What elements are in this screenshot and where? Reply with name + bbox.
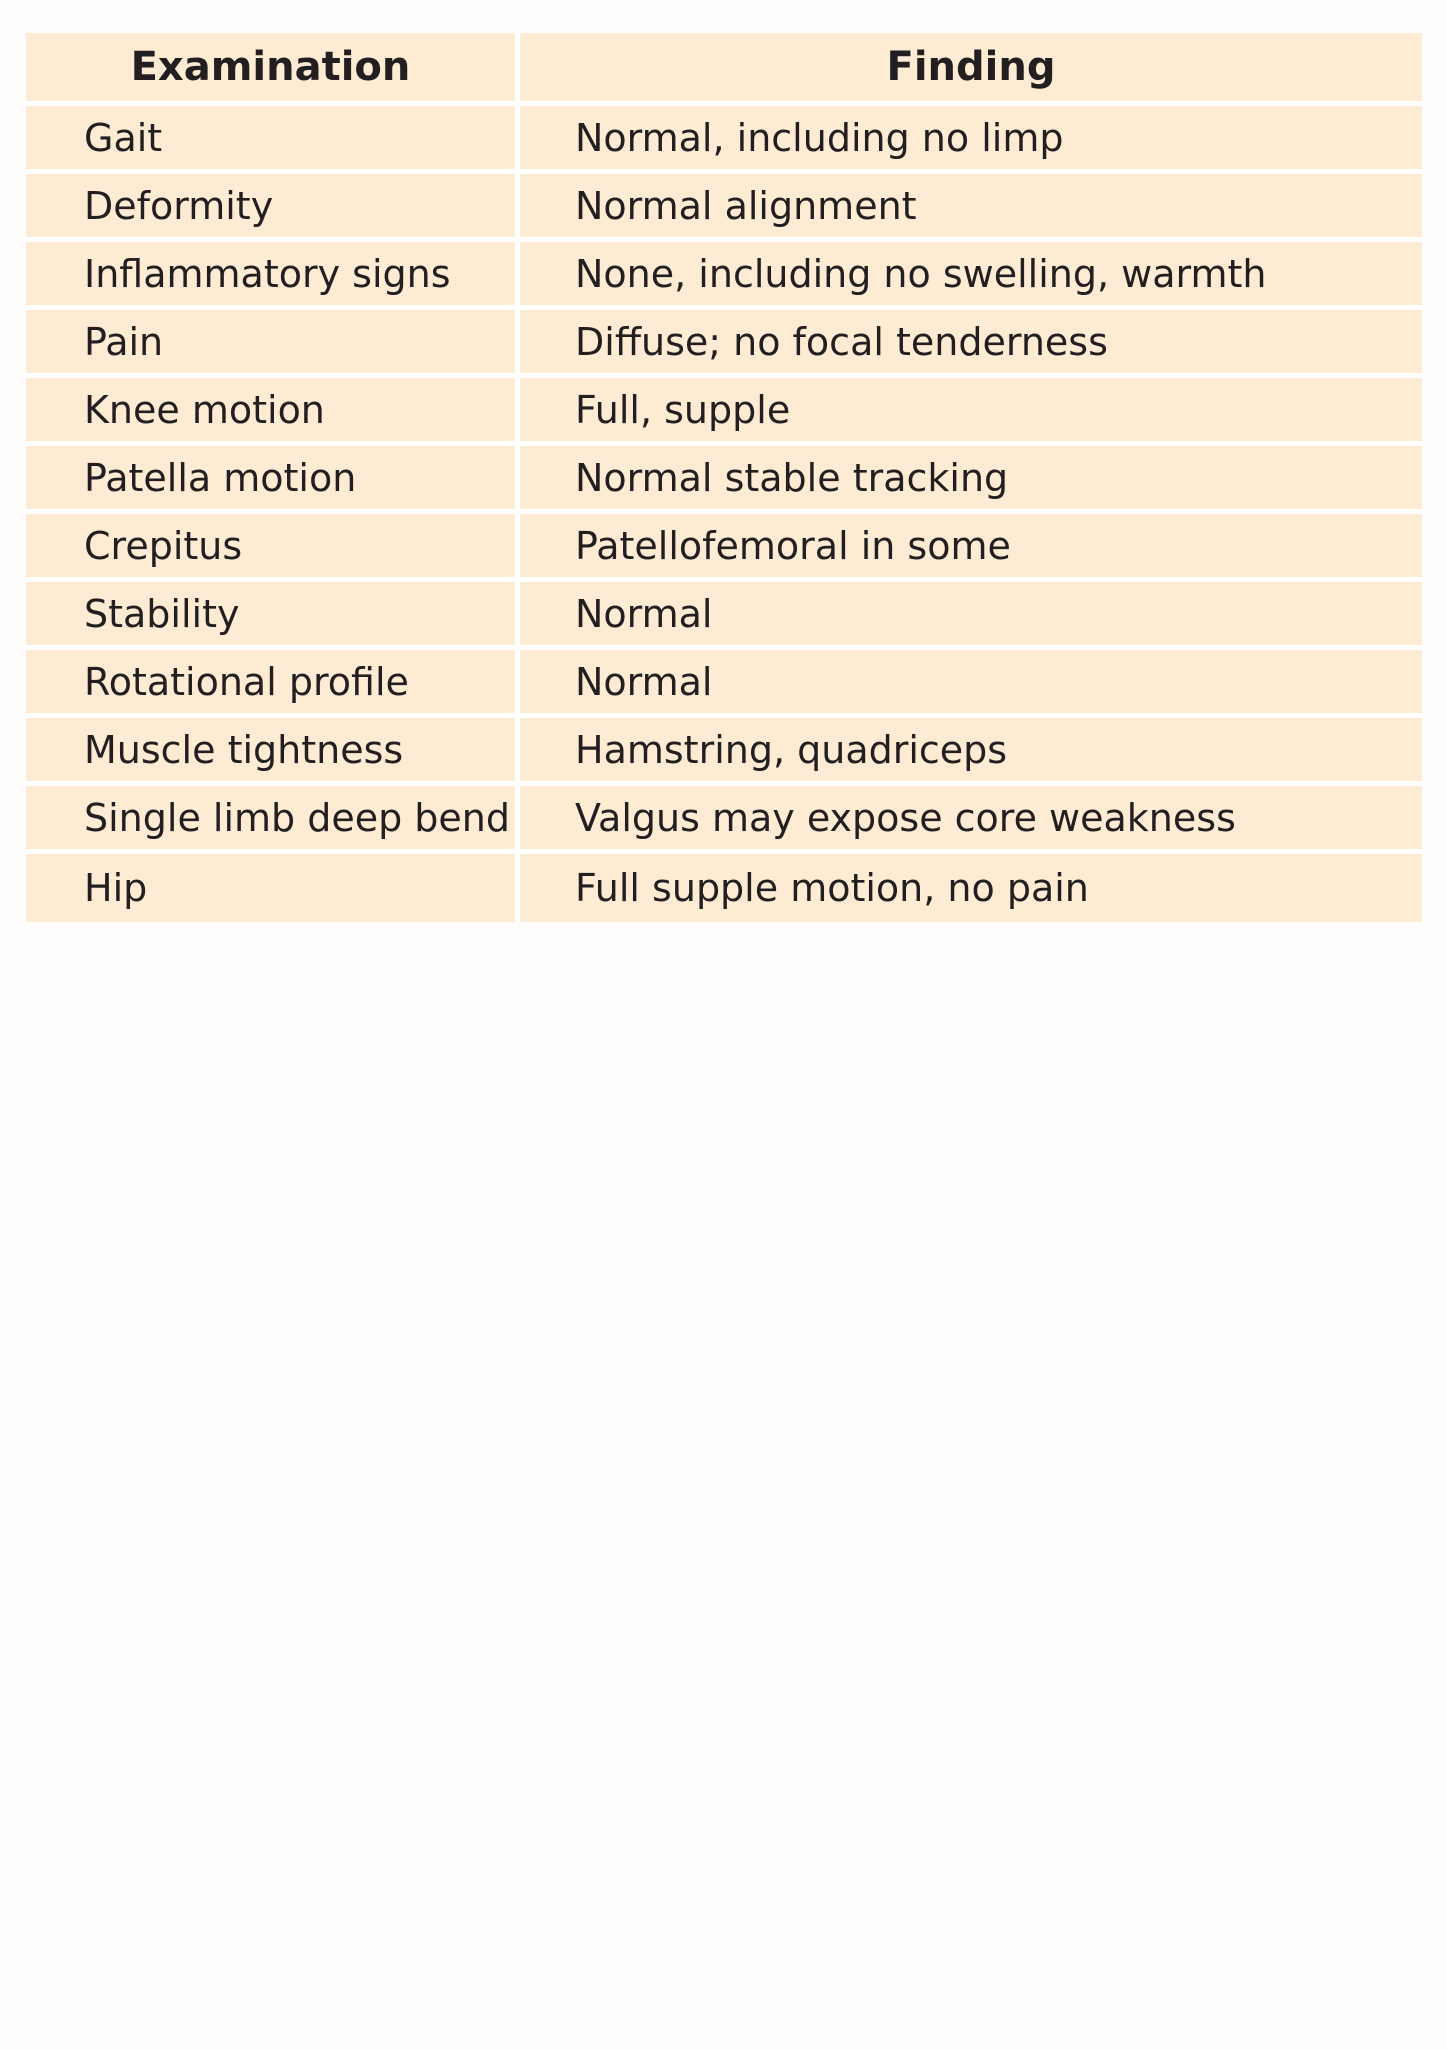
examination-cell: Inflammatory signs bbox=[26, 242, 520, 310]
table-row bbox=[26, 446, 1422, 514]
finding-cell: Normal bbox=[520, 650, 1422, 718]
examination-cell: Knee motion bbox=[26, 378, 520, 446]
table-row bbox=[26, 514, 1422, 582]
examination-cell: Gait bbox=[26, 106, 520, 174]
header-examination: Examination bbox=[26, 33, 520, 106]
finding-cell: None, including no swelling, warmth bbox=[520, 242, 1422, 310]
table-header-row bbox=[26, 33, 1422, 106]
examination-cell: Rotational profile bbox=[26, 650, 520, 718]
examination-cell: Deformity bbox=[26, 174, 520, 242]
finding-cell: Hamstring, quadriceps bbox=[520, 718, 1422, 786]
examination-cell: Patella motion bbox=[26, 446, 520, 514]
examination-cell: Hip bbox=[26, 854, 520, 922]
table-row bbox=[26, 106, 1422, 174]
table-row bbox=[26, 854, 1422, 922]
finding-cell: Full, supple bbox=[520, 378, 1422, 446]
finding-cell: Patellofemoral in some bbox=[520, 514, 1422, 582]
finding-cell: Full supple motion, no pain bbox=[520, 854, 1422, 922]
table-row bbox=[26, 310, 1422, 378]
table-row bbox=[26, 786, 1422, 854]
examination-cell: Muscle tightness bbox=[26, 718, 520, 786]
finding-cell: Normal, including no limp bbox=[520, 106, 1422, 174]
examination-cell: Crepitus bbox=[26, 514, 520, 582]
finding-cell: Normal stable tracking bbox=[520, 446, 1422, 514]
examination-cell: Single limb deep bend bbox=[26, 786, 520, 854]
finding-cell: Normal bbox=[520, 582, 1422, 650]
table-row bbox=[26, 650, 1422, 718]
finding-cell: Valgus may expose core weakness bbox=[520, 786, 1422, 854]
table-row bbox=[26, 718, 1422, 786]
table-row bbox=[26, 174, 1422, 242]
finding-cell: Normal alignment bbox=[520, 174, 1422, 242]
examination-cell: Stability bbox=[26, 582, 520, 650]
examination-cell: Pain bbox=[26, 310, 520, 378]
table-row bbox=[26, 378, 1422, 446]
table-row bbox=[26, 242, 1422, 310]
table-row bbox=[26, 582, 1422, 650]
header-finding: Finding bbox=[520, 33, 1422, 106]
examination-findings-table bbox=[26, 33, 1422, 922]
finding-cell: Diffuse; no focal tenderness bbox=[520, 310, 1422, 378]
